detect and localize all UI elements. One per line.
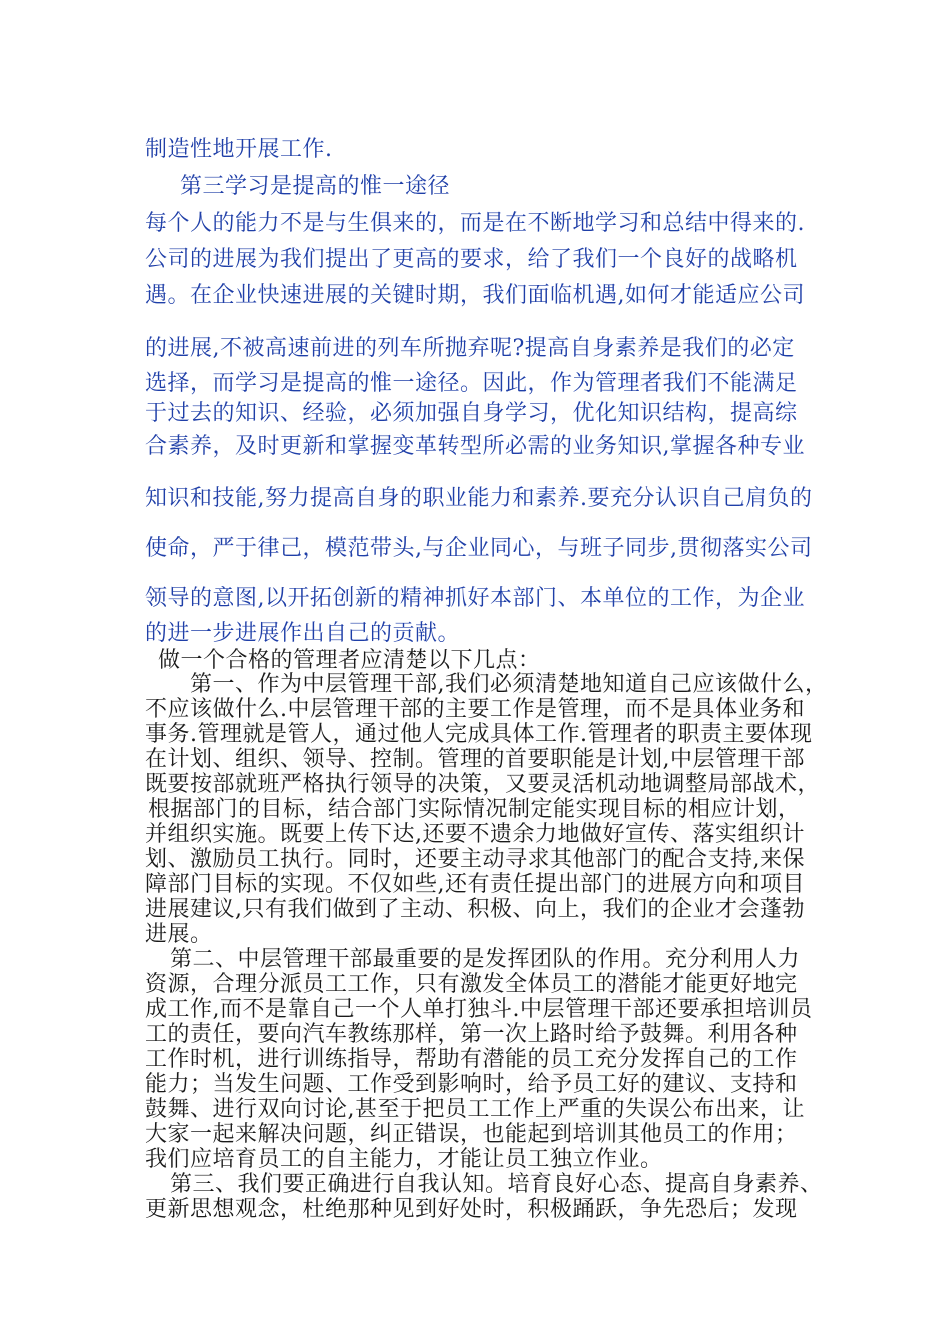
paragraph-line: 使命，严于律己，模范带头,与企业同心，与班子同步,贯彻落实公司 [145,536,813,561]
paragraph-line: 的进展,不被高速前进的列车所抛弃呢?提高自身素养是我们的必定 [145,336,795,361]
paragraph-line: 工作时机，进行训练指导，帮助有潜能的员工充分发挥自己的工作 [145,1047,798,1072]
section-heading: 做一个合格的管理者应清楚以下几点： [158,648,541,673]
paragraph-line: 进展建议,只有我们做到了主动、积极、向上，我们的企业才会蓬勃 [145,897,805,922]
paragraph-line: 更新思想观念，杜绝那种见到好处时，积极踊跃，争先恐后；发现 [145,1197,798,1222]
paragraph-line: 的进一步进展作出自己的贡献。 [145,621,461,646]
paragraph-line: 我们应培育员工的自主能力，才能让员工独立作业。 [145,1147,663,1172]
paragraph-line: 既要按部就班严格执行领导的决策，又要灵活机动地调整局部战术， [145,772,821,797]
paragraph-line: 第三、我们要正确进行自我认知。培育良好心态、提高自身素养、 [170,1172,823,1197]
paragraph-line: 鼓舞、进行双向讨论,甚至于把员工工作上严重的失误公布出来，让 [145,1097,805,1122]
paragraph-line: 于过去的知识、经验，必须加强自身学习，优化知识结构，提高综 [145,401,798,426]
paragraph-line: 合素养，及时更新和掌握变革转型所必需的业务知识,掌握各种专业 [145,434,805,459]
paragraph-line: 成工作,而不是靠自己一个人单打独斗.中层管理干部还要承担培训员 [145,997,813,1022]
paragraph-line: 不应该做什么.中层管理干部的主要工作是管理，而不是具体业务和 [145,697,805,722]
section-heading: 第三学习是提高的惟一途径 [180,174,451,199]
paragraph-line: 在计划、组织、领导、控制。管理的首要职能是计划,中层管理干部 [145,747,805,772]
paragraph-line: 知识和技能,努力提高自身的职业能力和素养.要充分认识自己肩负的 [145,486,813,511]
paragraph-line: 选择，而学习是提高的惟一途径。因此，作为管理者我们不能满足 [145,371,798,396]
paragraph-line: 第一、作为中层管理干部,我们必须清楚地知道自己应该做什么， [190,672,828,697]
paragraph-line: 工的责任，要向汽车教练那样，第一次上路时给予鼓舞。利用各种 [145,1022,798,1047]
paragraph-line: 划、激励员工执行。同时，还要主动寻求其他部门的配合支持,来保 [145,847,805,872]
paragraph-line: 障部门目标的实现。不仅如些,还有责任提出部门的进展方向和项目 [145,872,805,897]
paragraph-line: 制造性地开展工作. [145,137,333,162]
paragraph-line: 进展。 [145,922,213,947]
paragraph-line: 遇。在企业快速进展的关键时期，我们面临机遇,如何才能适应公司 [145,283,805,308]
paragraph-line: 领导的意图,以开拓创新的精神抓好本部门、本单位的工作，为企业 [145,586,805,611]
paragraph-line: 公司的进展为我们提出了更高的要求，给了我们一个良好的战略机 [145,247,798,272]
paragraph-line: 大家一起来解决问题，纠正错误，也能起到培训其他员工的作用； [145,1122,798,1147]
paragraph-line: 每个人的能力不是与生俱来的，而是在不断地学习和总结中得来的. [145,211,805,236]
paragraph-line: 能力；当发生问题、工作受到影响时，给予员工好的建议、支持和 [145,1072,798,1097]
paragraph-line: 根据部门的目标，结合部门实际情况制定能实现目标的相应计划， [148,797,801,822]
paragraph-line: 并组织实施。既要上传下达,还要不遗余力地做好宣传、落实组织计 [145,822,805,847]
paragraph-line: 事务.管理就是管人，通过他人完成具体工作.管理者的职责主要体现 [145,722,813,747]
paragraph-line: 第二、中层管理干部最重要的是发挥团队的作用。充分利用人力 [170,947,801,972]
paragraph-line: 资源，合理分派员工工作，只有激发全体员工的潜能才能更好地完 [145,972,798,997]
